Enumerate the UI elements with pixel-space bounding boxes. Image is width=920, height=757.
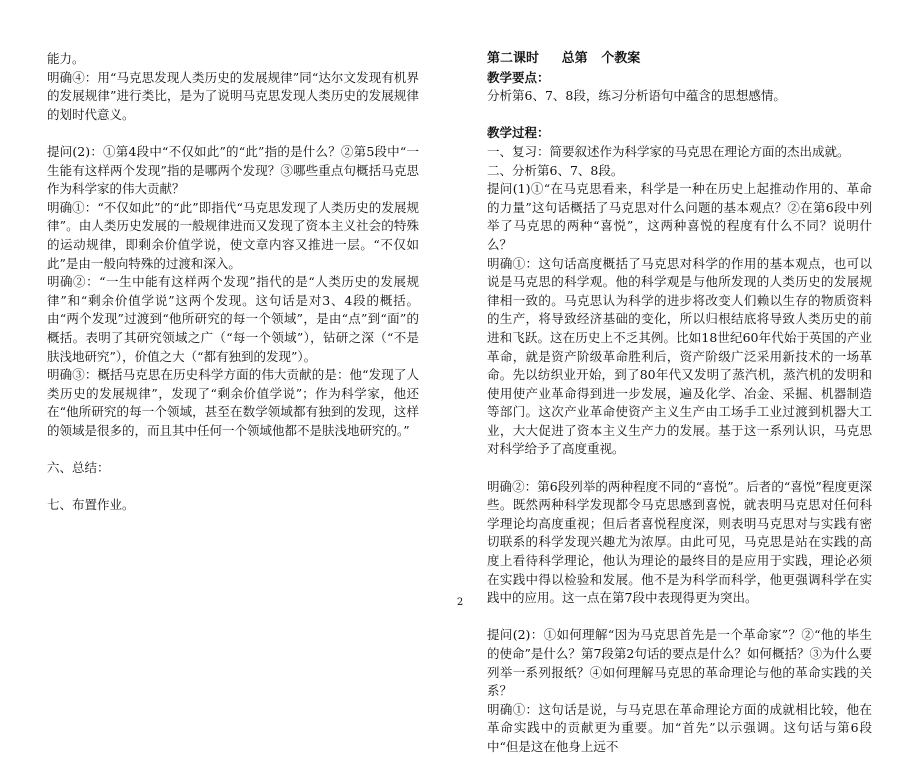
- right-paragraph: 二、分析第6、7、8段。: [487, 162, 624, 178]
- section-heading-homework: 七、布置作业。: [47, 497, 135, 513]
- paragraph-gap: [487, 106, 872, 125]
- left-paragraph: 能力。: [47, 51, 85, 66]
- right-paragraph: 提问(1)①“在马克思看来，科学是一种在历史上起推动作用的、革命的力量”这句话概括了马克思对什么问题的基本观点？②在第6段中列举了马克思的两种“喜悦”，这两种喜悦的程度有什么不同？说明什么？: [487, 181, 872, 252]
- paragraph-gap: [487, 459, 872, 478]
- left-paragraph: 明确③：概括马克思在历史科学方面的伟大贡献的是：他“发现了人类历史的发展规律”，发现了“剩余价值学说”；作为科学家，他还在“他所研究的每一个领域，甚至在数学领域都有独到的发现，这样的领域是很多的，而且其中任何一个领域他都不是肤浅地研究的。”: [47, 367, 419, 438]
- right-paragraph: 明确①：这句话高度概括了马克思对科学的作用的基本观点，也可以说是马克思的科学观。他的科学观是与他所发现的人类历史的发展规律相一致的。马克思认为科学的进步将改变人们赖以生存的物质资料的生产，将导致经济基础的变化，所以归根结底将导致人类历史的前进和飞跃。这在历史上不乏其例。比如18世纪60年代始于英国的产业革命，就是资产阶级革命胜利后，资产阶级广泛采用新技术的一场革命。先以纺织业开始，到了80年代又发明了蒸汽机，蒸汽机的发明和使用使产业革命得到进一步发展，遍及化学、冶金、采掘、机器制造等部门。这次产业革命使资产主义生产由工场手工业过渡到机器大工业，大大促进了资本主义生产力的发展。基于这一系列认识，马克思对科学给予了高度重视。: [487, 255, 872, 457]
- key-points-text: 分析第6、7、8段，练习分析语句中蕴含的思想感情。: [487, 88, 786, 104]
- paragraph-gap: [487, 608, 872, 627]
- left-paragraph: 明确④：用“马克思发现人类历史的发展规律”同“达尔文发现有机界的发展规律”进行类比，是为了说明马克思发现人类历史的发展规律的划时代意义。: [47, 69, 419, 122]
- right-paragraph: 明确①：这句话是说，与马克思在革命理论方面的成就相比较，他在革命实践中的贡献更为重要。加“首先”以示强调。这句话与第6段中“但是这在他身上远不: [487, 701, 872, 754]
- paragraph-gap: [47, 478, 419, 497]
- right-paragraph: 提问(2)：①如何理解“因为马克思首先是一个革命家”？②“他的毕生的使命”是什么？第7段第2句话的要点是什么？如何概括？③为什么要列举一系列报纸？④如何理解马克思的革命理论与他的革命实践的关系？: [487, 627, 872, 699]
- lesson-title: 第二课时 总第 个教案: [487, 51, 641, 66]
- section-heading-summary: 六、总结：: [47, 460, 110, 476]
- left-paragraph: 提问(2)：①第4段中“不仅如此”的“此”指的是什么？②第5段中“一生能有这样两个发现”指的是哪两个发现？③哪些重点句概括马克思作为科学家的伟大贡献？: [47, 143, 419, 197]
- paragraph-gap: [47, 124, 419, 143]
- left-paragraph: 明确①：“不仅如此”的“此”即指代“马克思发现了人类历史的发展规律”。由人类历史发展的一般规律进而又发现了资本主义社会的特殊的运动规律，即剩余价值学说，使文章内容又推进一层。“不仅如此”是由一般向特殊的过渡和深入。: [47, 199, 419, 271]
- process-heading: 教学过程：: [487, 125, 550, 141]
- left-paragraph: 明确②：“一生中能有这样两个发现”指代的是“人类历史的发展规律”和“剩余价值学说”这两个发现。这句话是对3、4段的概括。由“两个发现”过渡到“他所研究的每一个领域”，是由“点”到“面”的概括。表明了其研究领域之广（“每一个领域”），钻研之深（“不是肤浅地研究”），价值之大（“都有独到的发现”）。: [47, 274, 419, 364]
- left-column: [47, 50, 419, 515]
- paragraph-gap: [47, 440, 419, 459]
- page-number: 2: [456, 597, 464, 608]
- right-column: [487, 50, 872, 757]
- right-paragraph: 一、复习：简要叙述作为科学家的马克思在理论方面的杰出成就。: [487, 143, 850, 159]
- key-points-heading: 教学要点：: [487, 69, 550, 85]
- right-paragraph: 明确②：第6段列举的两种程度不同的“喜悦”。后者的“喜悦”程度更深些。既然两种科学发现都令马克思感到喜悦，就表明马克思对任何科学理论均高度重视；但后者喜悦程度深，则表明马克思对与实践有密切联系的科学发现兴趣尤为浓厚。由此可见，马克思是站在实践的高度上看待科学理论，他认为理论的最终目的是应用于实践，理论必须在实践中得以检验和发展。他不是为科学而科学，他更强调科学在实践中的应用。这一点在第7段中表现得更为突出。: [487, 478, 872, 606]
